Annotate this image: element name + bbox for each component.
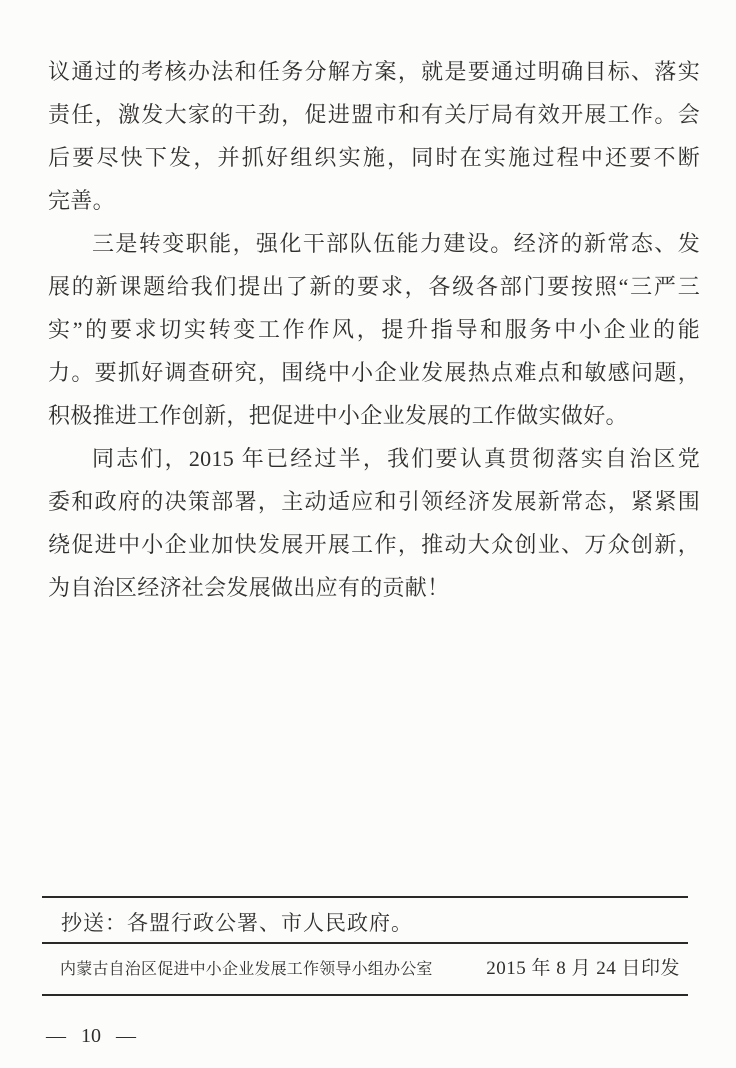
footer-top-rule [42, 896, 688, 898]
body-line: 同志们，2015 年已经过半，我们要认真贯彻落实自治区党 [92, 446, 700, 471]
page-number-dash-left: — [46, 1025, 66, 1047]
page-number-value: 10 [81, 1025, 101, 1047]
document-body [48, 50, 700, 609]
body-line: 责任，激发大家的干劲，促进盟市和有关厅局有效开展工作。会 [48, 102, 700, 127]
cc-line: 抄送：各盟行政公署、市人民政府。 [61, 911, 413, 935]
page-number-dash-right: — [116, 1025, 136, 1047]
body-paragraph [48, 437, 700, 609]
footer-bottom-rule [42, 994, 688, 996]
body-paragraph [48, 50, 700, 222]
footer-middle-rule [42, 942, 688, 944]
body-line: 积极推进工作创新，把促进中小企业发展的工作做实做好。 [48, 403, 628, 428]
body-line: 委和政府的决策部署，主动适应和引领经济发展新常态，紧紧围 [48, 489, 700, 514]
print-date: 2015 年 8 月 24 日印发 [486, 958, 680, 979]
body-line: 为自治区经济社会发展做出应有的贡献！ [48, 575, 450, 600]
body-line: 完善。 [48, 188, 115, 213]
issuer-row [60, 956, 680, 983]
body-line: 实”的要求切实转变工作作风，提升指导和服务中小企业的能 [48, 317, 700, 342]
body-line: 三是转变职能，强化干部队伍能力建设。经济的新常态、发 [92, 231, 700, 256]
body-paragraph [48, 222, 700, 437]
body-line: 力。要抓好调查研究，围绕中小企业发展热点难点和敏感问题， [48, 360, 700, 385]
body-line: 议通过的考核办法和任务分解方案，就是要通过明确目标、落实 [48, 59, 700, 84]
page-number [46, 1024, 136, 1048]
body-line: 展的新课题给我们提出了新的要求，各级各部门要按照“三严三 [48, 274, 700, 299]
issuing-office: 内蒙古自治区促进中小企业发展工作领导小组办公室 [60, 961, 433, 978]
body-line: 后要尽快下发，并抓好组织实施，同时在实施过程中还要不断 [48, 145, 700, 170]
body-line: 绕促进中小企业加快发展开展工作，推动大众创业、万众创新， [48, 532, 700, 557]
